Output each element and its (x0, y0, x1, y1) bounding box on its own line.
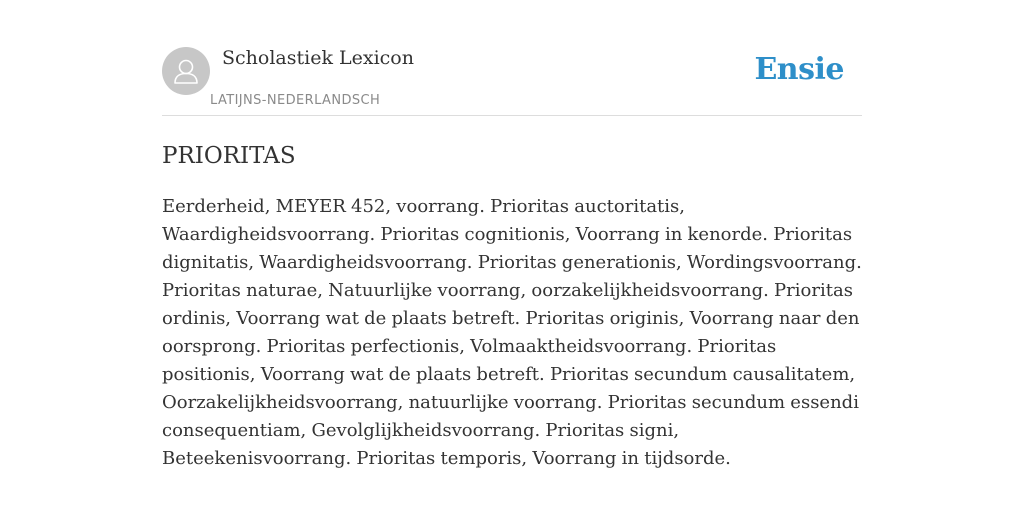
author-name[interactable]: Scholastiek Lexicon (222, 47, 414, 69)
brand-logo[interactable]: Ensie (754, 52, 844, 87)
entry-title: PRIORITAS (162, 143, 296, 169)
entry-card (162, 46, 862, 473)
author-avatar[interactable] (162, 47, 210, 95)
lexicon-subtitle: LATIJNS-NEDERLANDSCH (210, 93, 381, 108)
user-avatar-icon (162, 47, 210, 95)
entry-definition: Eerderheid, MEYER 452, voorrang. Prioritas auctoritatis, Waardigheidsvoorrang. Prioritas cognitionis, Voorrang in kenorde. Prioritas dignitatis, Waardigheidsvoorrang. Prioritas generationis, Wordingsvoorrang. Prioritas naturae, Natuurlijke voorrang, oorzakelijkheidsvoorrang. Prioritas ordinis, Voorrang wat de plaats betreft. Prioritas originis, Voorrang naar den oorsprong. Prioritas perfectionis, Volmaaktheidsvoorrang. Prioritas positionis, Voorrang wat de plaats betreft. Prioritas secundum causalitatem, Oorzakelijkheidsvoorrang, natuurlijke voorrang. Prioritas secundum essendi consequentiam, Gevolglijkheidsvoorrang. Prioritas signi, Beteekenisvoorrang. Prioritas temporis, Voorrang in tijdsorde. (162, 196, 862, 469)
entry-header (162, 46, 862, 116)
